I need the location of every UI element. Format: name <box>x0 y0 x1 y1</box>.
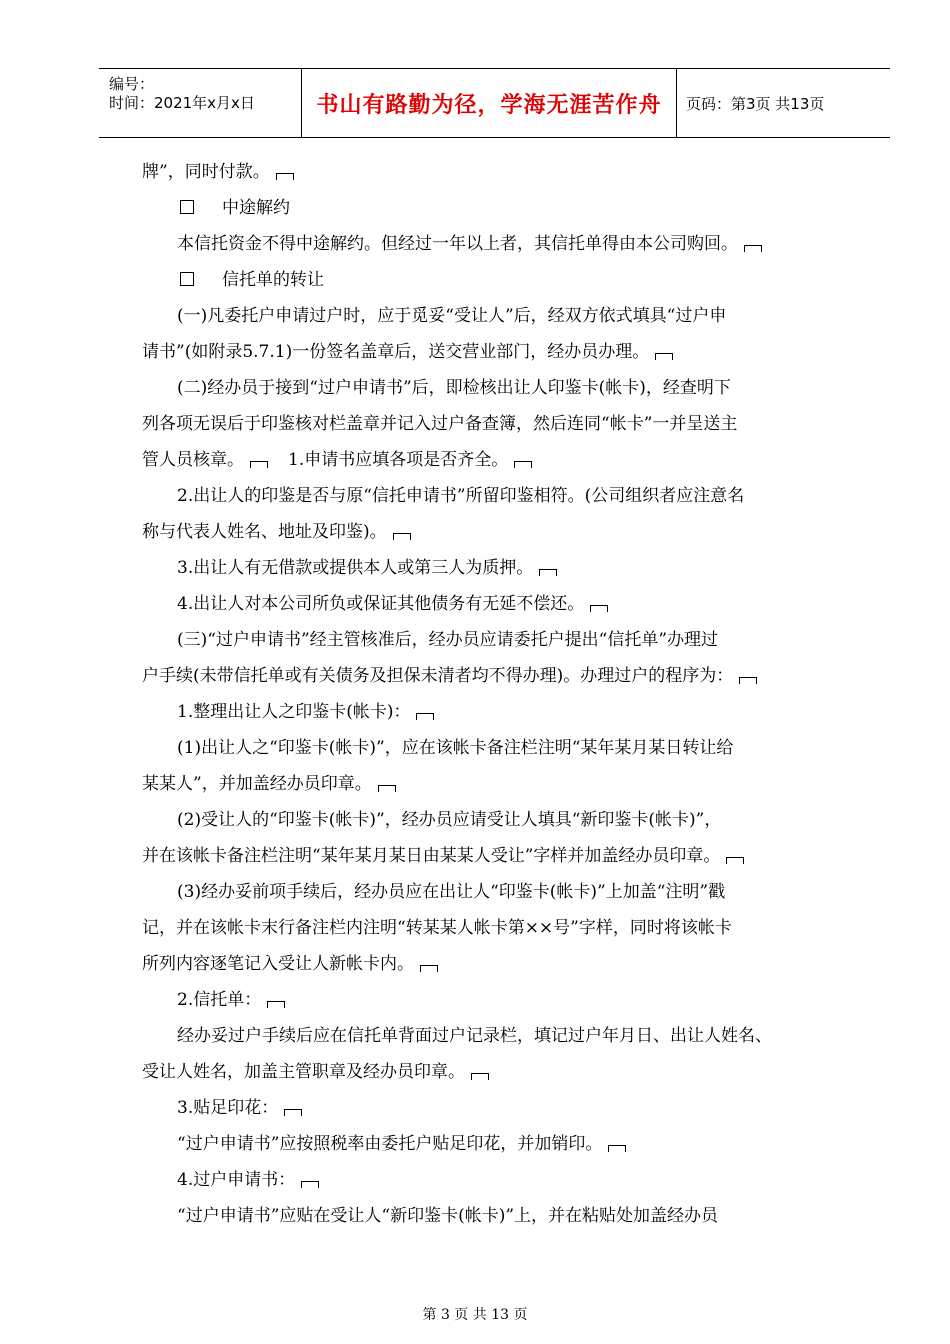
paragraph-mark-icon <box>744 245 762 252</box>
paragraph-mark-icon <box>284 1109 302 1116</box>
text-line: 受让人姓名，加盖主管职章及经办员印章。 <box>142 1062 489 1082</box>
text-line: (三)“过户申请书”经主管核准后，经办员应请委托户提出“信托单”办理过 <box>177 630 719 650</box>
text-line: 请书”(如附录5.7.1)一份签名盖章后，送交营业部门，经办员办理。 <box>142 342 673 362</box>
page-footer: 第 3 页 共 13 页 <box>422 1307 528 1323</box>
text-line: (2)受让人的“印鉴卡(帐卡)”，经办员应请受让人填具“新印鉴卡(帐卡)”， <box>177 810 722 830</box>
paragraph-mark-icon <box>608 1145 626 1152</box>
text-line: 3.出让人有无借款或提供本人或第三人为质押。 <box>177 558 557 578</box>
paragraph-mark-icon <box>393 533 411 540</box>
header-page-label: 页码：第3页 共13页 <box>686 94 825 113</box>
text-line: 并在该帐卡备注栏注明“某年某月某日由某某人受让”字样并加盖经办员印章。 <box>142 846 744 866</box>
section-heading: 中途解约 <box>180 198 290 218</box>
paragraph-mark-icon <box>655 353 673 360</box>
text-line: 牌”，同时付款。 <box>142 162 294 182</box>
text-line: (1)出让人之“印鉴卡(帐卡)”，应在该帐卡备注栏注明“某年某月某日转让给 <box>177 738 734 758</box>
page-header <box>99 68 890 138</box>
paragraph-mark-icon <box>590 605 608 612</box>
text-line: (二)经办员于接到“过户申请书”后，即检核出让人印鉴卡(帐卡)，经查明下 <box>177 378 731 398</box>
text-line: 称与代表人姓名、地址及印鉴)。 <box>142 522 411 542</box>
text-line: 2.出让人的印鉴是否与原“信托申请书”所留印鉴相符。(公司组织者应注意名 <box>177 486 745 506</box>
text-line: 记，并在该帐卡末行备注栏内注明“转某某人帐卡第××号”字样，同时将该帐卡 <box>142 918 732 938</box>
document-time-label: 时间：2021年x月x日 <box>109 94 255 112</box>
paragraph-mark-icon <box>514 461 532 468</box>
paragraph-mark-icon <box>250 461 268 468</box>
text-line: “过户申请书”应按照税率由委托户贴足印花，并加销印。 <box>177 1134 626 1154</box>
text-line: 4.过户申请书： <box>177 1170 319 1190</box>
text-line: 管人员核章。 1.申请书应填各项是否齐全。 <box>142 450 532 470</box>
header-motto-cell <box>301 69 677 137</box>
section-heading: 信托单的转让 <box>180 270 324 290</box>
paragraph-mark-icon <box>471 1073 489 1080</box>
paragraph-mark-icon <box>739 677 757 684</box>
paragraph-mark-icon <box>539 569 557 576</box>
paragraph-mark-icon <box>420 965 438 972</box>
paragraph-mark-icon <box>726 857 744 864</box>
text-line: 经办妥过户手续后应在信托单背面过户记录栏，填记过户年月日、出让人姓名、 <box>177 1026 772 1046</box>
text-line: 4.出让人对本公司所负或保证其他债务有无延不偿还。 <box>177 594 608 614</box>
checkbox-square-icon <box>180 272 194 286</box>
text-line: 户手续(未带信托单或有关债务及担保未清者均不得办理)。办理过户的程序为： <box>142 666 757 686</box>
text-line: “过户申请书”应贴在受让人“新印鉴卡(帐卡)”上，并在粘贴处加盖经办员 <box>177 1206 719 1226</box>
text-line: (3)经办妥前项手续后，经办员应在出让人“印鉴卡(帐卡)”上加盖“注明”戳 <box>177 882 726 902</box>
text-line: 3.贴足印花： <box>177 1098 302 1118</box>
paragraph-mark-icon <box>378 785 396 792</box>
header-motto: 书山有路勤为径，学海无涯苦作舟 <box>316 92 662 118</box>
header-page-info <box>676 69 890 137</box>
text-line: 所列内容逐笔记入受让人新帐卡内。 <box>142 954 438 974</box>
text-line: 某某人”，并加盖经办员印章。 <box>142 774 396 794</box>
checkbox-square-icon <box>180 200 194 214</box>
text-line: 2.信托单： <box>177 990 285 1010</box>
text-line: 列各项无误后于印鉴核对栏盖章并记入过户备查簿，然后连同“帐卡”一并呈送主 <box>142 414 738 434</box>
text-line: (一)凡委托户申请过户时，应于觅妥“受让人”后，经双方依式填具“过户申 <box>177 306 727 326</box>
text-line: 本信托资金不得中途解约。但经过一年以上者，其信托单得由本公司购回。 <box>177 234 762 254</box>
paragraph-mark-icon <box>267 1001 285 1008</box>
text-line: 1.整理出让人之印鉴卡(帐卡)： <box>177 702 434 722</box>
paragraph-mark-icon <box>301 1181 319 1188</box>
paragraph-mark-icon <box>416 713 434 720</box>
document-number-label: 编号： <box>109 75 155 93</box>
paragraph-mark-icon <box>276 173 294 180</box>
header-meta <box>99 69 301 137</box>
